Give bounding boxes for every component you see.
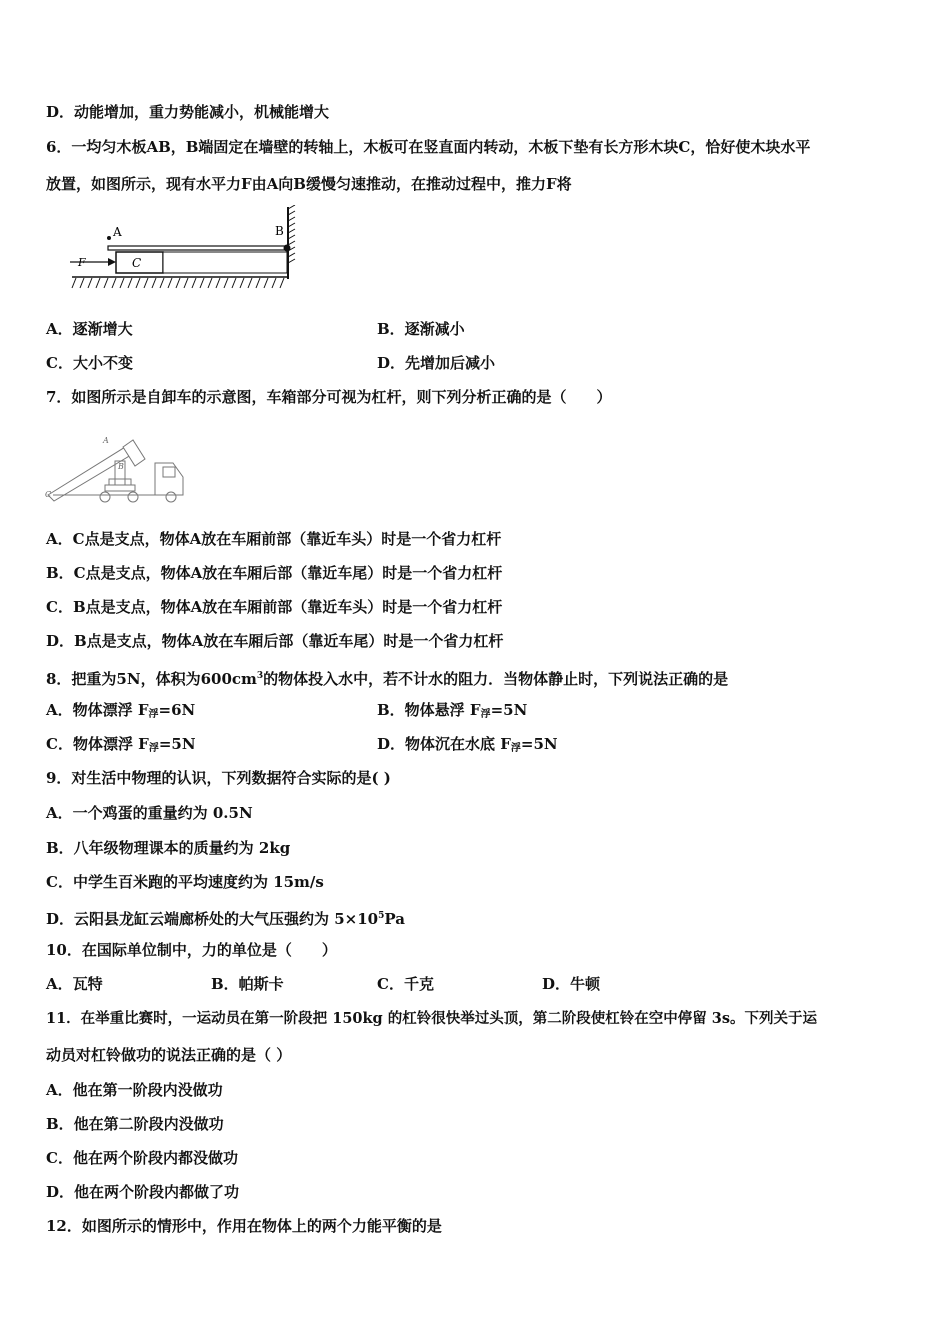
q11-option-a: A．他在第一阶段内没做功 [46,1081,223,1099]
q9-option-d [46,906,405,929]
q6-stem-line2: 放置，如图所示，现有水平力F由A向B缓慢匀速推动，在推动过程中，推力F将 [46,175,572,193]
q7-dump-truck-figure [45,423,190,505]
q6-option-d: D．先增加后减小 [377,354,496,372]
q6-stem-line1: 6．一均匀木板AB，B端固定在墙壁的转轴上，木板可在竖直面内转动，木板下垫有长方形木块C，恰好使木块水平 [46,138,811,156]
label-f: F [78,256,86,269]
q6-option-a: A．逐渐增大 [46,320,133,338]
q11-option-b: B．他在第二阶段内没做功 [46,1115,224,1133]
q8-stem-a: 8．把重为5N，体积为600cm [46,670,257,688]
ground-hatching [72,278,284,288]
q10-option-c: C．千克 [377,975,434,993]
q8-option-d [377,734,558,759]
truck-bed [48,444,136,501]
q8-option-a [46,700,195,725]
cylinder-base-top [109,479,131,485]
q9-option-a: A．一个鸡蛋的重量约为 0.5N [46,804,253,822]
q7-option-d: D．B点是支点，物体A放在车厢后部（靠近车尾）时是一个省力杠杆 [46,632,504,650]
force-arrowhead [108,258,116,266]
q8-c-post: =5N [158,735,196,753]
q8-a-sub: 浮 [148,709,159,720]
cylinder-base-bottom [105,485,135,491]
q9-d-sup: 5 [378,911,385,921]
board-lower [163,252,287,273]
q8-d-sub: 浮 [510,743,521,754]
q11-stem-line1: 11．在举重比赛时，一运动员在第一阶段把 150kg 的杠铃很快举过头顶，第二阶段使杠铃在空中停留 3s。下列关于运 [46,1010,818,1027]
q8-stem [46,666,728,689]
truck-label-c: C [45,490,52,499]
q11-stem-line2: 动员对杠铃做功的说法正确的是（ ） [46,1046,292,1064]
label-a: A [113,225,122,239]
truck-label-a: A [103,436,109,445]
q9-option-b: B．八年级物理课本的质量约为 2kg [46,839,291,857]
q10-option-a: A．瓦特 [46,975,103,993]
q8-option-b [377,700,527,725]
q8-b-post: =5N [490,701,528,719]
q8-a-post: =6N [158,701,196,719]
q9-d-post: Pa [384,910,405,928]
label-c: C [132,256,142,270]
q12-stem: 12．如图所示的情形中，作用在物体上的两个力能平衡的是 [46,1217,442,1235]
q8-b-pre: B．物体悬浮 F [377,701,481,719]
q6-option-c: C．大小不变 [46,354,133,372]
q8-a-pre: A．物体漂浮 F [46,701,149,719]
q10-stem: 10．在国际单位制中，力的单位是（ ） [46,941,337,959]
q8-option-c [46,734,196,759]
q11-option-d: D．他在两个阶段内都做了功 [46,1183,240,1201]
wall-hatching [288,205,295,263]
q7-option-b: B．C点是支点，物体A放在车厢后部（靠近车尾）时是一个省力杠杆 [46,564,503,582]
q6-option-b: B．逐渐减小 [377,320,465,338]
wheel-2 [128,492,138,502]
truck-cab [155,463,183,495]
q10-option-d: D．牛顿 [542,975,601,993]
q8-stem-sup: 3 [256,671,264,681]
label-b: B [275,224,284,238]
point-a-dot [107,236,111,240]
q6-lever-figure [66,205,298,297]
board-ab [108,246,288,250]
q9-stem: 9．对生活中物理的认识，下列数据符合实际的是( ) [46,769,391,787]
q8-d-post: =5N [520,735,558,753]
pivot-b [284,245,291,252]
object-a [123,440,145,466]
q8-d-pre: D．物体沉在水底 F [377,735,511,753]
q9-d-pre: D．云阳县龙缸云端廊桥处的大气压强约为 5×10 [46,910,379,928]
wheel-3 [166,492,176,502]
cab-window [163,467,175,477]
q11-option-c: C．他在两个阶段内都没做功 [46,1149,238,1167]
wheel-1 [100,492,110,502]
q8-b-sub: 浮 [480,709,491,720]
q7-stem: 7．如图所示是自卸车的示意图，车箱部分可视为杠杆，则下列分析正确的是（ ） [46,388,612,406]
q8-c-sub: 浮 [148,743,159,754]
q10-option-b: B．帕斯卡 [211,975,284,993]
q7-option-c: C．B点是支点，物体A放在车厢前部（靠近车头）时是一个省力杠杆 [46,598,503,616]
q5-option-d: D．动能增加，重力势能减小，机械能增大 [46,103,330,121]
q9-option-c: C．中学生百米跑的平均速度约为 15m/s [46,873,324,891]
q8-stem-b: 的物体投入水中，若不计水的阻力．当物体静止时，下列说法正确的是 [263,670,729,688]
q7-option-a: A．C点是支点，物体A放在车厢前部（靠近车头）时是一个省力杠杆 [46,530,502,548]
truck-label-b: B [118,462,124,471]
q8-c-pre: C．物体漂浮 F [46,735,149,753]
